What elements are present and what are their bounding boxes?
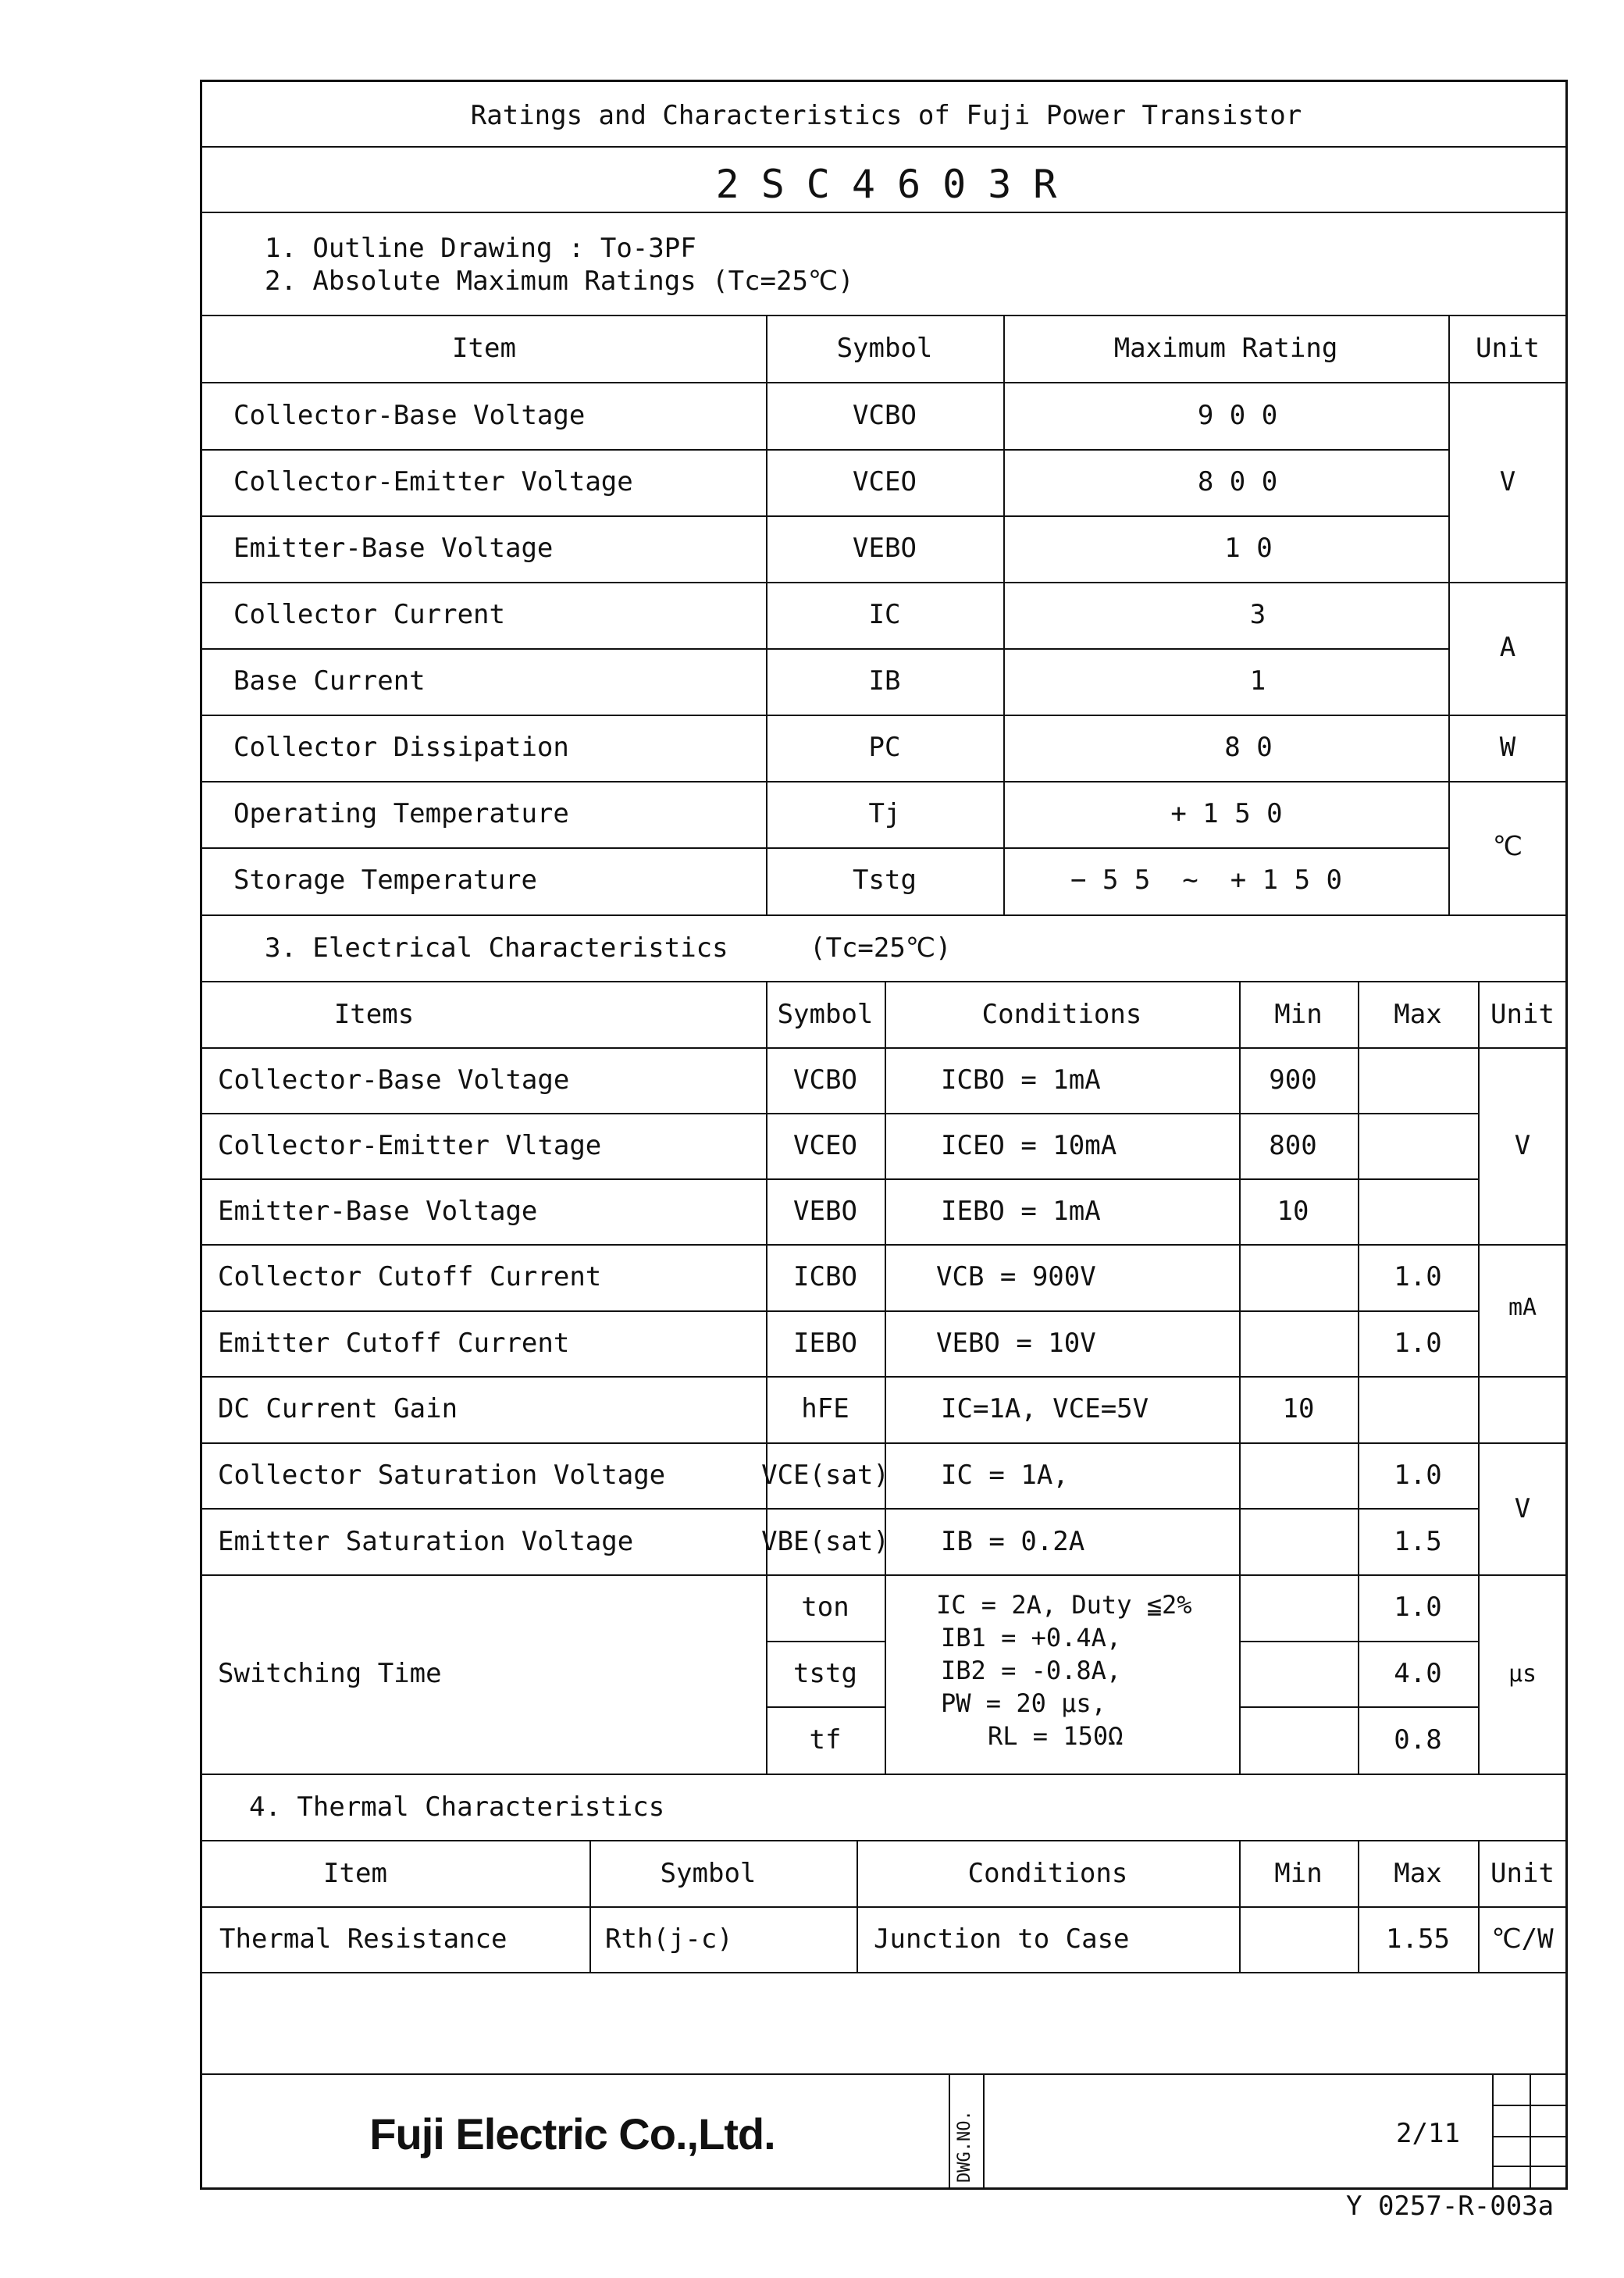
abs-symbol: PC <box>868 732 901 763</box>
elec-col-items: Items <box>333 999 415 1030</box>
abs-rating: 3 <box>1249 599 1266 630</box>
switching-condition: IB1 = +0.4A, <box>941 1623 1122 1652</box>
thermal-max: 1.55 <box>1386 1923 1450 1955</box>
elec-item: Collector Cutoff Current <box>218 1261 602 1292</box>
abs-symbol: VCBO <box>853 400 917 431</box>
elec-item: DC Current Gain <box>218 1393 458 1424</box>
elec-unit-volt: V <box>1514 1130 1531 1161</box>
switching-symbol: tstg <box>793 1658 857 1689</box>
elec-condition-cell: IC = 1A, <box>941 1460 1069 1491</box>
switching-symbol: ton <box>801 1592 849 1623</box>
abs-unit-watt: W <box>1499 732 1516 763</box>
elec-col-unit: Unit <box>1490 999 1555 1030</box>
elec-symbol: VBE(sat) <box>761 1526 889 1557</box>
thermal-heading: 4. Thermal Characteristics <box>249 1791 665 1823</box>
company-logo: Fuji Electric Co.,Ltd. <box>369 2109 775 2159</box>
thermal-col-min: Min <box>1274 1858 1323 1889</box>
switching-condition: IC = 2A, Duty ≦2% <box>936 1590 1192 1620</box>
abs-item: Operating Temperature <box>233 798 569 829</box>
elec-symbol: VCE(sat) <box>761 1460 889 1491</box>
dwg-no-label: DWG.NO. <box>955 2110 974 2183</box>
part-number: 2SC4603R <box>715 162 1079 207</box>
elec-condition-cell: ICEO = 10mA <box>941 1130 1117 1161</box>
elec-min: 10 <box>1282 1393 1315 1424</box>
switching-unit: μs <box>1508 1660 1537 1688</box>
abs-rating: 9 0 0 <box>1197 400 1278 431</box>
abs-rating: − 5 5 ~ + 1 5 0 <box>1070 864 1342 896</box>
page-number: 2/11 <box>1396 2118 1460 2149</box>
abs-col-unit: Unit <box>1476 333 1540 364</box>
elec-col-symbol: Symbol <box>777 999 874 1030</box>
elec-symbol: IEBO <box>793 1328 857 1359</box>
elec-max: 1.0 <box>1394 1328 1442 1359</box>
abs-symbol: VCEO <box>853 466 917 497</box>
elec-symbol: ICBO <box>793 1261 857 1292</box>
abs-max-heading: 2. Absolute Maximum Ratings (Tc=25℃) <box>265 266 854 297</box>
elec-condition-cell: IC=1A, VCE=5V <box>941 1393 1149 1424</box>
thermal-symbol: Rth(j-c) <box>605 1923 733 1955</box>
abs-col-rating: Maximum Rating <box>1113 333 1338 364</box>
abs-unit-volt: V <box>1499 466 1516 497</box>
switching-condition: IB2 = -0.8A, <box>941 1656 1122 1685</box>
thermal-col-conditions: Conditions <box>967 1858 1128 1889</box>
abs-unit-amp: A <box>1499 632 1516 663</box>
thermal-unit: ℃/W <box>1491 1923 1554 1955</box>
abs-unit-celsius: ℃ <box>1492 831 1523 862</box>
elec-symbol: VCEO <box>793 1130 857 1161</box>
elec-condition-cell: VEBO = 10V <box>936 1328 1096 1359</box>
elec-item: Emitter Saturation Voltage <box>218 1526 634 1557</box>
elec-col-min: Min <box>1274 999 1323 1030</box>
elec-col-conditions: Conditions <box>981 999 1142 1030</box>
elec-condition-cell: VCB = 900V <box>936 1261 1096 1292</box>
document-title: Ratings and Characteristics of Fuji Power Transistor <box>470 100 1302 131</box>
elec-condition-cell: IEBO = 1mA <box>941 1196 1101 1227</box>
outline-drawing: 1. Outline Drawing : To-3PF <box>265 233 696 264</box>
elec-item: Collector Saturation Voltage <box>218 1460 666 1491</box>
divider <box>202 146 1567 148</box>
form-code: Y 0257-R-003a <box>1346 2191 1555 2222</box>
elec-min: 900 <box>1269 1064 1317 1096</box>
abs-rating: 1 <box>1249 665 1266 697</box>
switching-max: 4.0 <box>1394 1658 1442 1689</box>
switching-condition: RL = 150Ω <box>988 1721 1124 1751</box>
abs-rating: 8 0 0 <box>1197 466 1278 497</box>
thermal-item: Thermal Resistance <box>219 1923 508 1955</box>
divider <box>202 212 1567 213</box>
abs-symbol: Tstg <box>853 864 917 896</box>
abs-rating: 8 0 <box>1224 732 1273 763</box>
elec-min: 10 <box>1277 1196 1309 1227</box>
elec-max: 1.0 <box>1394 1460 1442 1491</box>
abs-symbol: IC <box>868 599 901 630</box>
elec-item: Emitter Cutoff Current <box>218 1328 570 1359</box>
elec-heading: 3. Electrical Characteristics <box>265 932 728 964</box>
elec-min: 800 <box>1269 1130 1317 1161</box>
abs-item: Base Current <box>233 665 426 697</box>
elec-item: Emitter-Base Voltage <box>218 1196 538 1227</box>
elec-col-max: Max <box>1394 999 1442 1030</box>
abs-symbol: IB <box>868 665 901 697</box>
switching-condition: PW = 20 μs, <box>941 1688 1106 1718</box>
elec-unit-volt: V <box>1514 1493 1531 1524</box>
elec-item: Collector-Base Voltage <box>218 1064 570 1096</box>
switching-symbol: tf <box>809 1724 842 1756</box>
abs-symbol: Tj <box>868 798 901 829</box>
switching-max: 0.8 <box>1394 1724 1442 1756</box>
elec-item: Collector-Emitter Vltage <box>218 1130 602 1161</box>
abs-item: Collector Dissipation <box>233 732 569 763</box>
abs-col-item: Item <box>452 333 516 364</box>
thermal-condition: Junction to Case <box>874 1923 1130 1955</box>
datasheet-page <box>200 80 1568 2190</box>
abs-rating: + 1 5 0 <box>1170 798 1283 829</box>
elec-symbol: VEBO <box>793 1196 857 1227</box>
thermal-col-max: Max <box>1394 1858 1442 1889</box>
switching-max: 1.0 <box>1394 1592 1442 1623</box>
elec-symbol: hFE <box>801 1393 849 1424</box>
abs-item: Collector Current <box>233 599 505 630</box>
abs-item: Storage Temperature <box>233 864 537 896</box>
elec-unit-milliamp: mA <box>1508 1294 1537 1321</box>
abs-symbol: VEBO <box>853 533 917 564</box>
elec-condition-cell: IB = 0.2A <box>941 1526 1085 1557</box>
abs-col-symbol: Symbol <box>836 333 933 364</box>
abs-item: Emitter-Base Voltage <box>233 533 554 564</box>
thermal-col-item: Item <box>323 1858 387 1889</box>
thermal-col-unit: Unit <box>1490 1858 1555 1889</box>
elec-condition: (Tc=25℃) <box>810 932 952 964</box>
abs-item: Collector-Base Voltage <box>233 400 586 431</box>
thermal-col-symbol: Symbol <box>660 1858 757 1889</box>
switching-item: Switching Time <box>218 1658 442 1689</box>
elec-condition-cell: ICBO = 1mA <box>941 1064 1101 1096</box>
elec-max: 1.5 <box>1394 1526 1442 1557</box>
elec-max: 1.0 <box>1394 1261 1442 1292</box>
elec-symbol: VCBO <box>793 1064 857 1096</box>
abs-item: Collector-Emitter Voltage <box>233 466 633 497</box>
abs-rating: 1 0 <box>1224 533 1273 564</box>
